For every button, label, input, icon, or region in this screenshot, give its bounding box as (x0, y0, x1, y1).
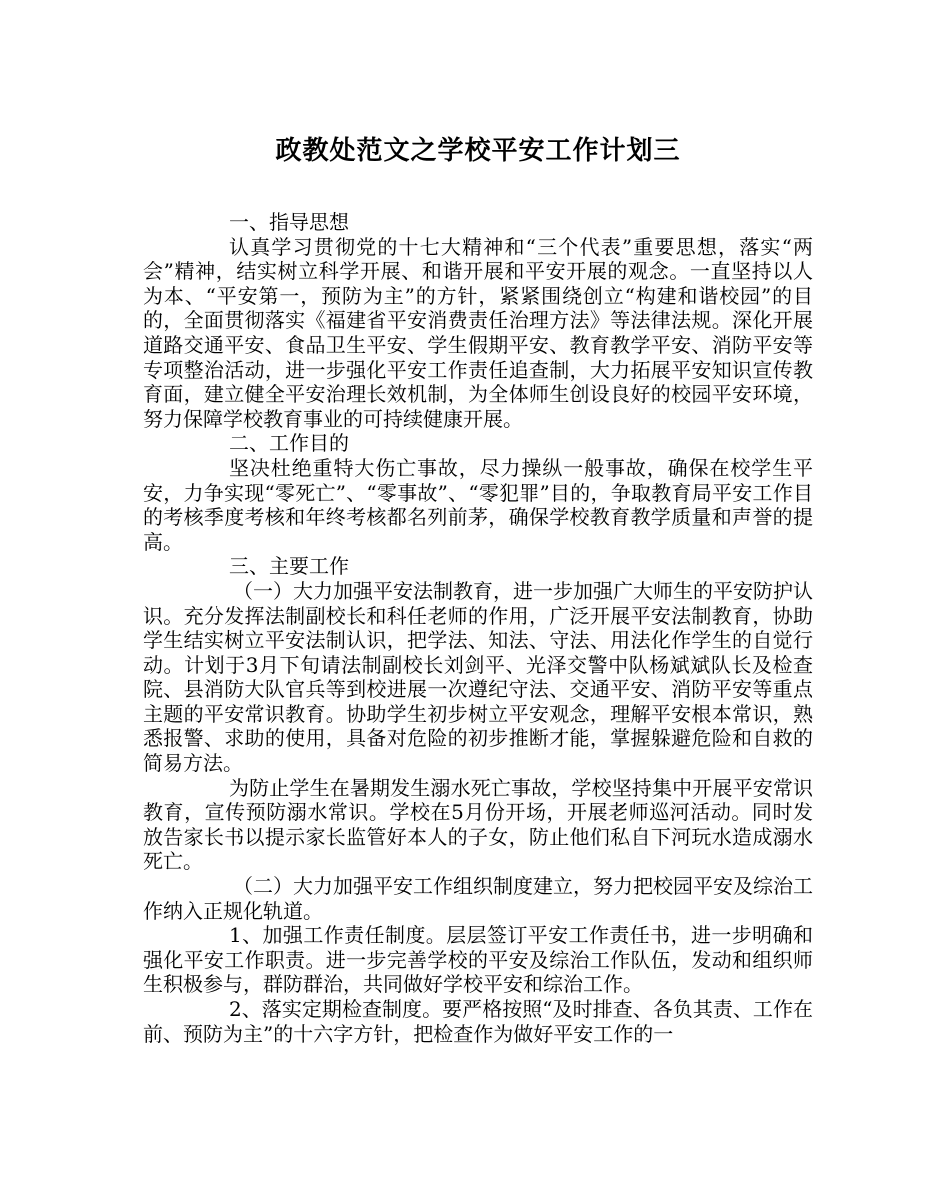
section-heading-guiding-thought: 一、指导思想 (229, 210, 349, 234)
section-heading-main-work: 三、主要工作 (229, 554, 349, 579)
paragraph-legal-education: （一）大力加强平安法制教育，进一步加强广大师生的平安防护认识。充分发挥法制副校长和科任老师的作用，广泛开展平安法制教育，协助学生结实树立平安法制认识，把学法、知法、守法、用法化作学生的自觉行动。计划于3月下旬请法制副校长刘剑平、光泽交警中队杨斌斌队长及检查院、县消防大队官兵等到校进展一次遵纪守法、交通平安、消防平安等重点主题的平安常识教育。协助学生初步树立平安观念，理解平安根本常识，熟悉报警、求助的使用，具备对危险的初步推断才能，掌握躲避危险和自救的简易方法。 (143, 578, 813, 776)
paragraph-responsibility-system: 1、加强工作责任制度。层层签订平安工作责任书，进一步明确和强化平安工作职责。进一步完善学校的平安及综治工作队伍，发动和组织师生积极参与，群防群治，共同做好学校平安和综治工作。 (143, 923, 813, 997)
document-title: 政教处范文之学校平安工作计划三 (275, 136, 681, 166)
section-heading-work-goals: 二、工作目的 (229, 431, 349, 456)
paragraph-regular-inspection: 2、落实定期检查制度。要严格按照“及时排查、各负其责、工作在前、预防为主”的十六字方针，把检查作为做好平安工作的一 (143, 997, 813, 1046)
paragraph-guiding-thought: 认真学习贯彻党的十七大精神和“三个代表”重要思想，落实“两会”精神，结实树立科学开展、和谐开展和平安开展的观念。一直坚持以人为本、“平安第一，预防为主”的方针，紧紧围绕创立“构建和谐校园”的目的，全面贯彻落实《福建省平安消费责任治理方法》等法律法规。深化开展道路交通平安、食品卫生平安、学生假期平安、教育教学平安、消防平安等专项整治活动，进一步强化平安工作责任追查制，大力拓展平安知识宣传教育面，建立健全平安治理长效机制，为全体师生创设良好的校园平安环境，努力保障学校教育事业的可持续健康开展。 (143, 234, 813, 431)
paragraph-organization-system: （二）大力加强平安工作组织制度建立，努力把校园平安及综治工作纳入正规化轨道。 (143, 874, 813, 923)
document-page (143, 128, 813, 1046)
paragraph-drowning-prevention: 为防止学生在暑期发生溺水死亡事故，学校坚持集中开展平安常识教育，宣传预防溺水常识。学校在5月份开场，开展老师巡河活动。同时发放告家长书以提示家长监管好本人的子女，防止他们私自下河玩水造成溺水死亡。 (143, 775, 813, 874)
paragraph-work-goals: 坚决杜绝重特大伤亡事故，尽力操纵一般事故，确保在校学生平安，力争实现“零死亡”、“零事故”、“零犯罪”目的，争取教育局平安工作目的考核季度考核和年终考核都名列前茅，确保学校教育教学质量和声誉的提高。 (143, 455, 813, 554)
